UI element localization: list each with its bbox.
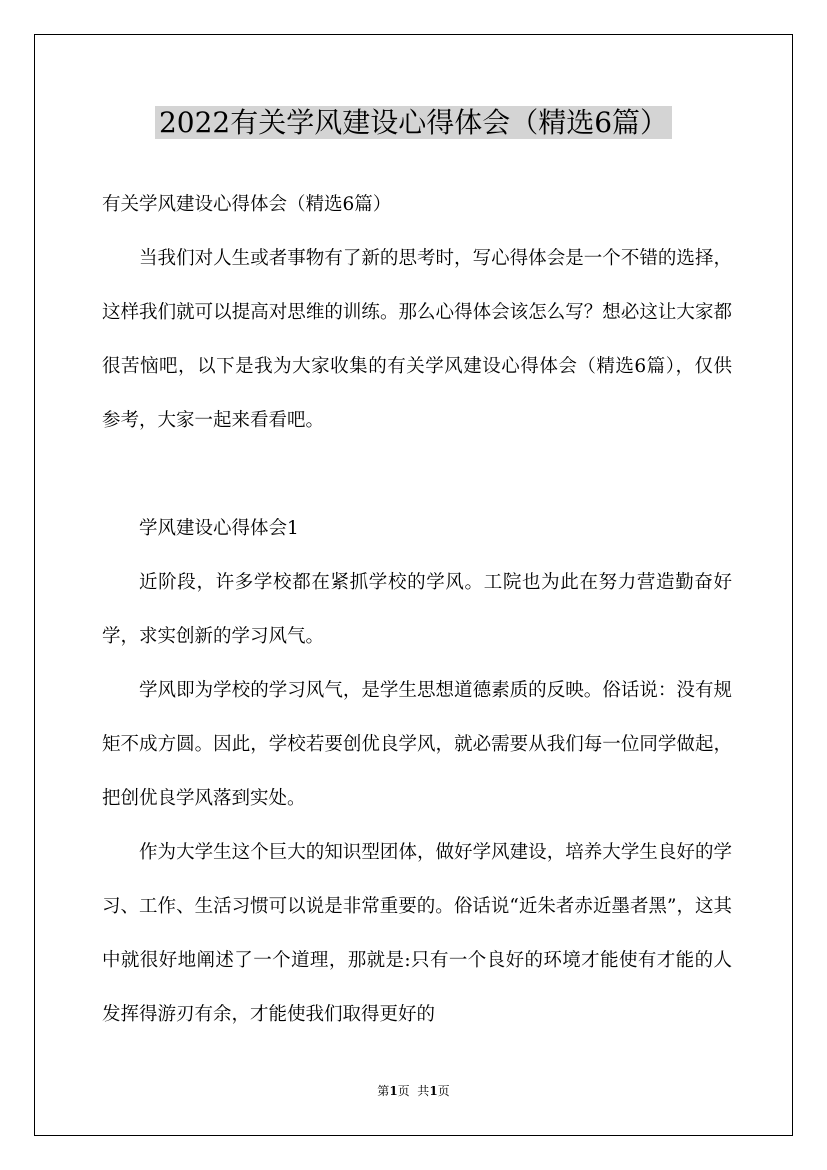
paragraph: 学风即为学校的学习风气，是学生思想道德素质的反映。俗话说：没有规矩不成方圆。因此，学校若要创优良学风，就必需要从我们每一位同学做起，把创优良学风落到实处。 [102,680,732,809]
document-subtitle: 有关学风建设心得体会（精选6篇） [102,194,392,215]
document-title-text: 2022有关学风建设心得体会（精选6篇） [155,106,672,139]
blank-line [102,448,732,502]
document-title [0,101,827,145]
paragraph: 近阶段，许多学校都在紧抓学校的学风。工院也为此在努力营造勤奋好学，求实创新的学习风气。 [102,572,732,647]
page-mid: 页 共 [397,1084,430,1098]
page-current: 1 [389,1084,398,1098]
page-prefix: 第 [377,1084,390,1098]
paragraph: 作为大学生这个巨大的知识型团体，做好学风建设，培养大学生良好的学习、工作、生活习惯可以说是非常重要的。俗话说“近朱者赤近墨者黑”，这其中就很好地阐述了一个道理，那就是:只有一个良好的环境才能使有才能的人发挥得游刃有余，才能使我们取得更好的 [102,842,732,1025]
page-suffix: 页 [437,1084,450,1098]
document-body [102,178,732,1042]
page-total: 1 [429,1084,438,1098]
page-footer [0,1081,827,1101]
section-heading: 学风建设心得体会1 [139,518,299,539]
paragraph-intro: 当我们对人生或者事物有了新的思考时，写心得体会是一个不错的选择，这样我们就可以提高对思维的训练。那么心得体会该怎么写？想必这让大家都很苦恼吧，以下是我为大家收集的有关学风建设心得体会（精选6篇），仅供参考，大家一起来看看吧。 [102,248,732,431]
